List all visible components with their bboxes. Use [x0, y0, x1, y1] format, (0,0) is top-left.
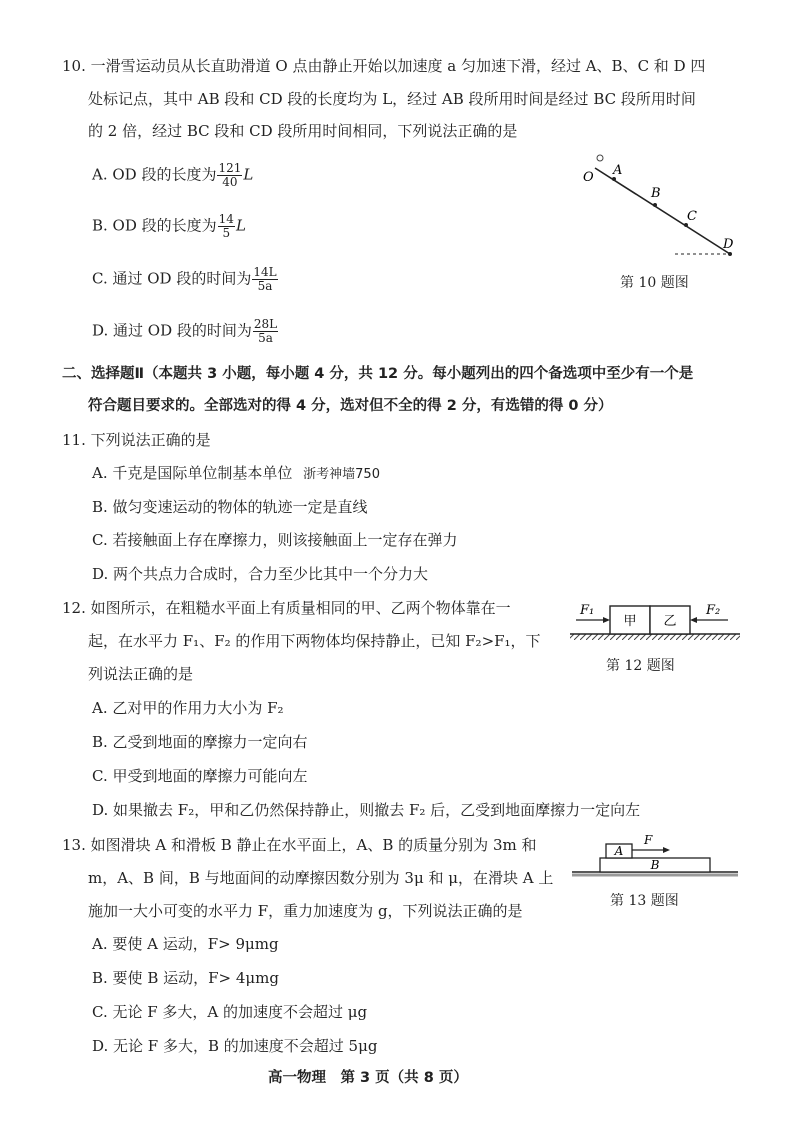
fraction [217, 162, 242, 189]
slider-a-label: A [614, 844, 624, 858]
q13-figure-caption: 第 13 题图 [610, 893, 679, 909]
label-c: C [687, 209, 697, 224]
f1-arrowhead [603, 617, 610, 623]
fraction [252, 266, 277, 293]
option-text: D. 通过 OD 段的时间为 [92, 321, 252, 340]
label-d: D [723, 237, 734, 252]
f2-label: F₂ [706, 603, 721, 618]
q12-option-d: D. 如果撤去 F₂，甲和乙仍然保持静止，则撤去 F₂ 后，乙受到地面摩擦力一定向左 [92, 801, 641, 819]
option-text: A. OD 段的长度为 [92, 165, 217, 184]
q13-option-d: D. 无论 F 多大，B 的加速度不会超过 5μg [92, 1037, 378, 1055]
q10-stem-line3: 的 2 倍，经过 BC 段和 CD 段所用时间相同，下列说法正确的是 [88, 122, 518, 140]
denominator: 40 [222, 175, 238, 189]
denominator: 5a [257, 279, 273, 293]
skier-icon [597, 155, 603, 161]
numerator: 14L [253, 265, 277, 279]
q12-option-a: A. 乙对甲的作用力大小为 F₂ [92, 699, 284, 717]
denominator: 5a [258, 331, 273, 345]
q12-blocks-figure [568, 598, 743, 648]
q12-option-c: C. 甲受到地面的摩擦力可能向左 [92, 767, 308, 785]
q13-option-c: C. 无论 F 多大，A 的加速度不会超过 μg [92, 1003, 368, 1021]
q12-stem-line1: 12. 如图所示，在粗糙水平面上有质量相同的甲、乙两个物体靠在一 [62, 599, 511, 617]
q10-stem-line1: 10. 一滑雪运动员从长直助滑道 O 点由静止开始以加速度 a 匀加速下滑，经过 A、B、C 和 D 四 [62, 57, 706, 75]
fraction [218, 213, 235, 240]
q13-slider-figure [570, 830, 742, 880]
label-a: A [613, 163, 623, 178]
q10-slope-figure [575, 150, 745, 265]
watermark-text: 浙考神墙750 [303, 467, 380, 482]
q10-option-d [92, 318, 279, 345]
point-b [653, 203, 657, 207]
q12-stem-line3: 列说法正确的是 [88, 665, 194, 683]
board-b-label: B [650, 858, 660, 872]
f1-label: F₁ [580, 603, 595, 618]
option-text: B. OD 段的长度为 [92, 216, 217, 235]
q11-option-d: D. 两个共点力合成时，合力至少比其中一个分力大 [92, 565, 429, 583]
numerator: 14 [218, 212, 234, 226]
q11-option-b: B. 做匀变速运动的物体的轨迹一定是直线 [92, 498, 368, 516]
force-f-arrowhead [663, 847, 670, 853]
numerator: 28L [253, 317, 278, 331]
q11-option-a [92, 463, 380, 485]
denominator: 5 [222, 226, 231, 240]
q10-option-a [92, 162, 253, 189]
ground-hatch [570, 634, 740, 640]
section2-heading-line2: 符合题目要求的。全部选对的得 4 分，选对但不全的得 2 分，有选错的得 0 分） [88, 398, 613, 414]
q13-stem-line1: 13. 如图滑块 A 和滑板 B 静止在水平面上，A、B 的质量分别为 3m 和 [62, 836, 537, 854]
q12-option-b: B. 乙受到地面的摩擦力一定向右 [92, 733, 308, 751]
q13-option-b: B. 要使 B 运动，F> 4μmg [92, 969, 279, 987]
fraction [253, 318, 278, 345]
q12-figure-caption: 第 12 题图 [606, 658, 675, 674]
section2-heading-line1: 二、选择题Ⅱ（本题共 3 小题，每小题 4 分，共 12 分。每小题列出的四个备选项中至少有一个是 [62, 366, 694, 382]
point-d [728, 252, 732, 256]
label-b: B [651, 186, 661, 201]
option-text: C. 通过 OD 段的时间为 [92, 269, 252, 288]
q10-option-c [92, 266, 279, 293]
q12-stem-line2: 起，在水平力 F₁、F₂ 的作用下两物体均保持静止，已知 F₂>F₁，下 [88, 632, 541, 650]
q13-option-a: A. 要使 A 运动，F> 9μmg [92, 935, 279, 953]
page-footer: 高一物理 第 3 页（共 8 页） [268, 1070, 468, 1086]
option-suffix: L [243, 165, 254, 184]
f2-arrowhead [690, 617, 697, 623]
q13-stem-line3: 施加一大小可变的水平力 F，重力加速度为 g，下列说法正确的是 [88, 902, 523, 920]
q10-stem-line2: 处标记点，其中 AB 段和 CD 段的长度均为 L，经过 AB 段所用时间是经过 BC 段所用时间 [88, 90, 696, 108]
q11-option-c: C. 若接触面上存在摩擦力，则该接触面上一定存在弹力 [92, 531, 458, 549]
q10-option-b [92, 213, 246, 240]
option-suffix: L [235, 216, 246, 235]
q10-figure-caption: 第 10 题图 [620, 275, 689, 291]
q11-stem: 11. 下列说法正确的是 [62, 431, 211, 449]
block-jia-label: 甲 [623, 614, 637, 629]
force-f-label: F [644, 833, 653, 847]
label-o: O [583, 170, 594, 185]
q13-stem-line2: m，A、B 间，B 与地面间的动摩擦因数分别为 3μ 和 μ，在滑块 A 上 [88, 869, 554, 887]
option-text: A. 千克是国际单位制基本单位 [92, 464, 293, 482]
block-yi-label: 乙 [663, 614, 677, 629]
numerator: 121 [218, 161, 242, 175]
slope-line [595, 168, 730, 254]
